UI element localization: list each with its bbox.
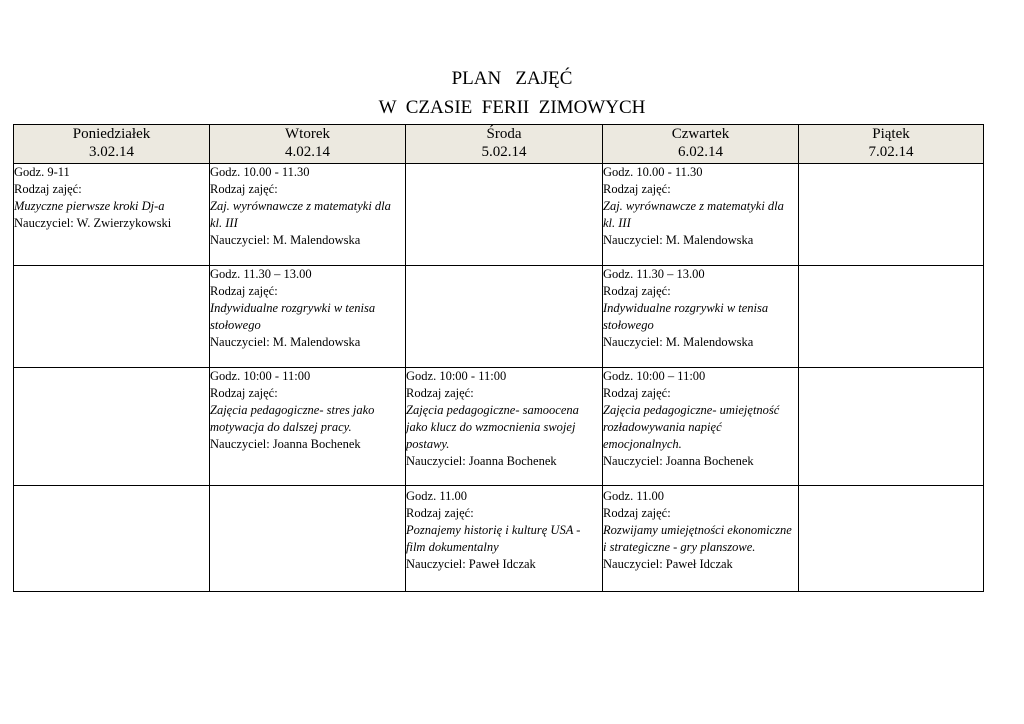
- table-cell-empty: [210, 486, 406, 592]
- day-date: 6.02.14: [678, 144, 723, 160]
- schedule-table: [13, 124, 984, 592]
- table-cell: [603, 368, 799, 486]
- time-text: Godz. 11.30 – 13.00: [210, 267, 312, 281]
- table-row: [14, 266, 984, 368]
- type-label: Rodzaj zajęć:: [210, 386, 278, 400]
- page-subtitle: W CZASIE FERII ZIMOWYCH: [378, 97, 646, 118]
- type-label: Rodzaj zajęć:: [603, 386, 671, 400]
- time-text: Godz. 10:00 – 11:00: [603, 369, 706, 383]
- day-header-thursday: [603, 125, 799, 164]
- teacher-text: Nauczyciel: Joanna Bochenek: [406, 454, 557, 468]
- time-text: Godz. 10.00 - 11.30: [210, 165, 310, 179]
- day-header-tuesday: [210, 125, 406, 164]
- type-label: Rodzaj zajęć:: [406, 386, 474, 400]
- teacher-text: Nauczyciel: Paweł Idczak: [406, 557, 536, 571]
- activity-text: Zajęcia pedagogiczne- umiejętność rozładowywania napięć emocjonalnych.: [603, 403, 780, 451]
- table-cell-empty: [799, 486, 984, 592]
- page-title: PLAN ZAJĘĆ: [451, 68, 573, 89]
- table-cell-empty: [799, 164, 984, 266]
- teacher-text: Nauczyciel: M. Malendowska: [603, 233, 754, 247]
- type-label: Rodzaj zajęć:: [210, 182, 278, 196]
- table-cell: [406, 368, 603, 486]
- activity-text: Muzyczne pierwsze kroki Dj-a: [14, 199, 165, 213]
- time-text: Godz. 10:00 - 11:00: [406, 369, 507, 383]
- activity-text: Zajęcia pedagogiczne- stres jako motywacja do dalszej pracy.: [210, 403, 375, 434]
- table-cell: [210, 164, 406, 266]
- table-cell: [406, 486, 603, 592]
- type-label: Rodzaj zajęć:: [14, 182, 82, 196]
- table-cell: [603, 164, 799, 266]
- type-label: Rodzaj zajęć:: [210, 284, 278, 298]
- teacher-text: Nauczyciel: W. Zwierzykowski: [14, 216, 172, 230]
- table-cell: [603, 266, 799, 368]
- time-text: Godz. 11.30 – 13.00: [603, 267, 705, 281]
- type-label: Rodzaj zajęć:: [603, 506, 671, 520]
- day-name: Wtorek: [285, 126, 330, 142]
- table-cell-empty: [406, 266, 603, 368]
- type-label: Rodzaj zajęć:: [603, 182, 671, 196]
- activity-text: Rozwijamy umiejętności ekonomiczne i strategiczne - gry planszowe.: [603, 523, 792, 554]
- day-name: Poniedziałek: [72, 126, 151, 142]
- teacher-text: Nauczyciel: Joanna Bochenek: [210, 437, 361, 451]
- table-cell-empty: [799, 266, 984, 368]
- activity-text: Zajęcia pedagogiczne- samoocena jako klucz do wzmocnienia swojej postawy.: [406, 403, 579, 451]
- table-cell: [603, 486, 799, 592]
- activity-text: Poznajemy historię i kulturę USA - film dokumentalny: [406, 523, 581, 554]
- day-date: 4.02.14: [285, 144, 330, 160]
- table-cell-empty: [799, 368, 984, 486]
- table-cell-empty: [406, 164, 603, 266]
- table-row: [14, 368, 984, 486]
- type-label: Rodzaj zajęć:: [406, 506, 474, 520]
- table-cell-empty: [14, 486, 210, 592]
- time-text: Godz. 11.00: [603, 489, 664, 503]
- day-name: Piątek: [872, 126, 910, 142]
- teacher-text: Nauczyciel: Joanna Bochenek: [603, 454, 754, 468]
- teacher-text: Nauczyciel: M. Malendowska: [603, 335, 754, 349]
- day-name: Czwartek: [671, 126, 730, 142]
- activity-text: Indywidualne rozgrywki w tenisa stołowego: [210, 301, 376, 332]
- time-text: Godz. 11.00: [406, 489, 467, 503]
- table-cell: [210, 368, 406, 486]
- activity-text: Indywidualne rozgrywki w tenisa stołowego: [603, 301, 769, 332]
- table-cell: [14, 164, 210, 266]
- time-text: Godz. 10.00 - 11.30: [603, 165, 703, 179]
- day-name: Środa: [486, 126, 522, 142]
- day-date: 5.02.14: [481, 144, 527, 160]
- time-text: Godz. 10:00 - 11:00: [210, 369, 311, 383]
- day-header-monday: [14, 125, 210, 164]
- teacher-text: Nauczyciel: M. Malendowska: [210, 335, 361, 349]
- table-row: [14, 164, 984, 266]
- table-cell: [210, 266, 406, 368]
- day-date: 7.02.14: [868, 144, 914, 160]
- activity-text: Zaj. wyrównawcze z matematyki dla kl. III: [603, 199, 784, 230]
- table-row: [14, 486, 984, 592]
- time-text: Godz. 9-11: [14, 165, 70, 179]
- day-header-wednesday: [406, 125, 603, 164]
- header-row: [14, 125, 984, 164]
- day-header-friday: [799, 125, 984, 164]
- teacher-text: Nauczyciel: M. Malendowska: [210, 233, 361, 247]
- type-label: Rodzaj zajęć:: [603, 284, 671, 298]
- activity-text: Zaj. wyrównawcze z matematyki dla kl. III: [210, 199, 391, 230]
- table-cell-empty: [14, 266, 210, 368]
- teacher-text: Nauczyciel: Paweł Idczak: [603, 557, 733, 571]
- table-cell-empty: [14, 368, 210, 486]
- day-date: 3.02.14: [89, 144, 134, 160]
